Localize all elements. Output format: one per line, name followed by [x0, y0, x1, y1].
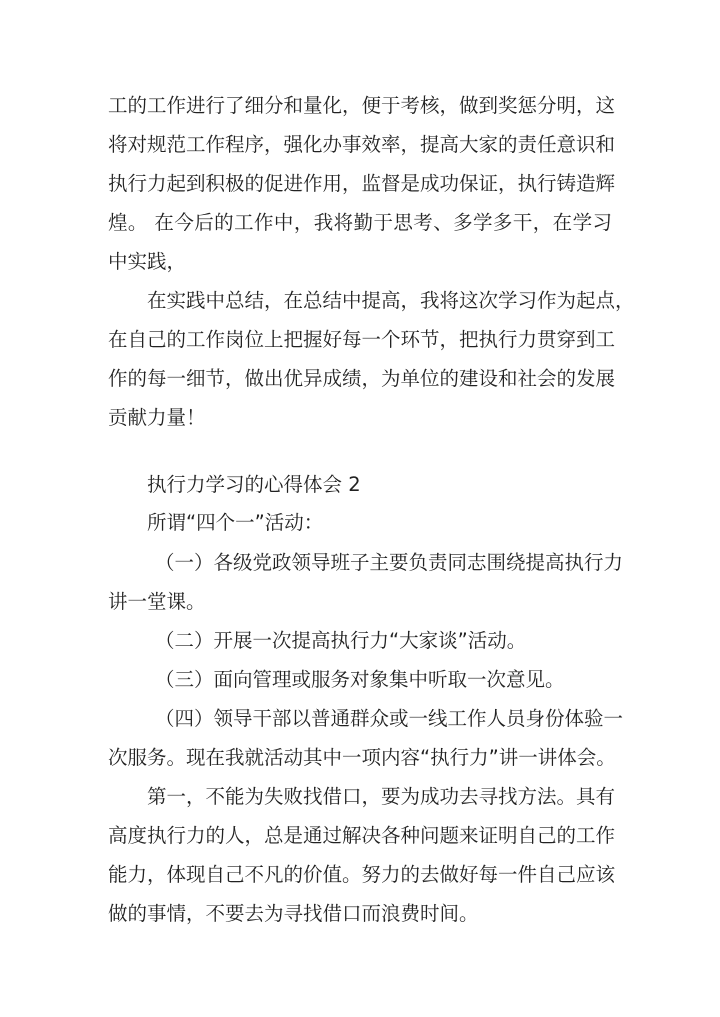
paragraph-2-line-1: 在实践中总结，在总结中提高，我将这次学习作为起点，	[147, 289, 635, 312]
item-1-line-1: （一）各级党政领导班子主要负责同志围绕提高执行力	[155, 551, 624, 574]
paragraph-1-line-1: 工的工作进行了细分和量化，便于考核，做到奖惩分明，这	[108, 94, 616, 117]
paragraph-2-line-4: 贡献力量！	[108, 406, 206, 429]
item-2-line-1: （二）开展一次提高执行力“大家谈”活动。	[155, 629, 527, 652]
closing-line-3: 能力，体现自己不凡的价值。努力的去做好每一件自己应该	[108, 863, 616, 886]
item-4-line-2: 次服务。现在我就活动其中一项内容“执行力”讲一讲体会。	[108, 746, 616, 769]
paragraph-2-line-3: 作的每一细节，做出优异成绩，为单位的建设和社会的发展	[108, 367, 616, 390]
closing-line-2: 高度执行力的人，总是通过解决各种问题来证明自己的工作	[108, 824, 616, 847]
paragraph-1-line-3: 执行力起到积极的促进作用，监督是成功保证，执行铸造辉	[108, 172, 616, 195]
closing-line-4: 做的事情，不要去为寻找借口而浪费时间。	[108, 902, 479, 925]
section-heading: 执行力学习的心得体会 2	[147, 473, 361, 496]
paragraph-2-line-2: 在自己的工作岗位上把握好每一个环节，把执行力贯穿到工	[108, 328, 616, 351]
item-1-line-2: 讲一堂课。	[108, 590, 206, 613]
closing-line-1: 第一，不能为失败找借口，要为成功去寻找方法。具有	[147, 785, 616, 808]
intro-line: 所谓“四个一”活动：	[147, 511, 324, 534]
item-3-line-1: （三）面向管理或服务对象集中听取一次意见。	[155, 668, 565, 691]
paragraph-1-line-2: 将对规范工作程序，强化办事效率，提高大家的责任意识和	[108, 133, 616, 156]
paragraph-1-line-5: 中实践，	[108, 250, 187, 273]
item-4-line-1: （四）领导干部以普通群众或一线工作人员身份体验一	[155, 707, 624, 730]
paragraph-1-line-4: 煌。 在今后的工作中，我将勤于思考、多学多干，在学习	[108, 211, 612, 234]
